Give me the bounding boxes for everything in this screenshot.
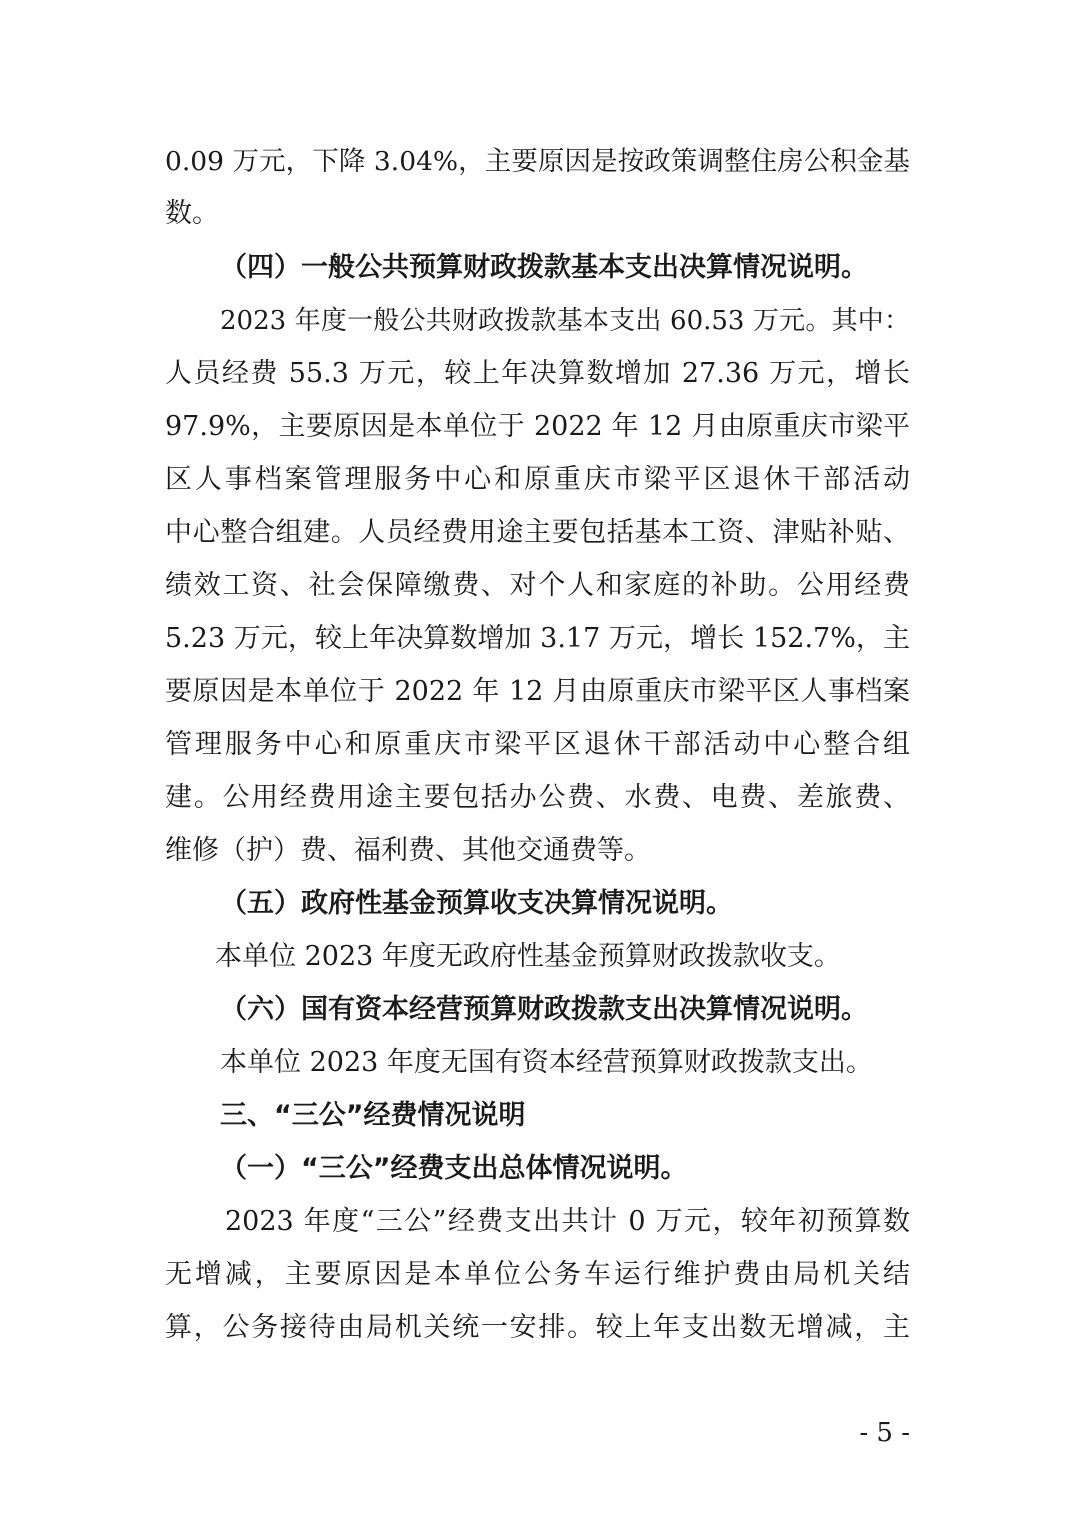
- body-text-line: 算，公务接待由局机关统一安排。较上年支出数无增减，主: [165, 1312, 910, 1343]
- section-heading-1: （一）“三公”经费支出总体情况说明。: [220, 1153, 688, 1184]
- body-text-line: 97.9%，主要原因是本单位于 2022 年 12 月由原重庆市梁平: [165, 411, 910, 442]
- body-text-line: 2023 年度“三公”经费支出共计 0 万元，较年初预算数: [225, 1206, 910, 1237]
- body-text-line: 0.09 万元，下降 3.04%，主要原因是按政策调整住房公积金基: [165, 146, 910, 177]
- body-text-line: 本单位 2023 年度无国有资本经营预算财政拨款支出。: [220, 1047, 873, 1078]
- page-number: - 5 -: [859, 1418, 910, 1448]
- body-text-line: 5.23 万元，较上年决算数增加 3.17 万元，增长 152.7%，主: [165, 623, 910, 654]
- body-text-line: 本单位 2023 年度无政府性基金预算财政拨款收支。: [215, 941, 841, 972]
- body-text-line: 维修（护）费、福利费、其他交通费等。: [165, 835, 651, 866]
- chapter-heading-3: 三、“三公”经费情况说明: [220, 1100, 526, 1131]
- section-heading-5: （五）政府性基金预算收支决算情况说明。: [220, 888, 733, 919]
- body-text-line: 绩效工资、社会保障缴费、对个人和家庭的补助。公用经费: [165, 570, 910, 601]
- body-text-line: 数。: [165, 198, 219, 229]
- body-text-line: 2023 年度一般公共财政拨款基本支出 60.53 万元。其中：: [220, 306, 910, 336]
- body-text-line: 人员经费 55.3 万元，较上年决算数增加 27.36 万元，增长: [165, 358, 910, 389]
- body-text-line: 要原因是本单位于 2022 年 12 月由原重庆市梁平区人事档案: [165, 676, 910, 707]
- section-heading-4: （四）一般公共预算财政拨款基本支出决算情况说明。: [220, 252, 868, 283]
- section-heading-6: （六）国有资本经营预算财政拨款支出决算情况说明。: [220, 994, 868, 1025]
- body-text-line: 无增减，主要原因是本单位公务车运行维护费由局机关结: [165, 1259, 910, 1290]
- body-text-line: 建。公用经费用途主要包括办公费、水费、电费、差旅费、: [165, 782, 910, 813]
- body-text-line: 区人事档案管理服务中心和原重庆市梁平区退休干部活动: [165, 464, 910, 495]
- body-text-line: 中心整合组建。人员经费用途主要包括基本工资、津贴补贴、: [165, 517, 910, 548]
- body-text-line: 管理服务中心和原重庆市梁平区退休干部活动中心整合组: [165, 729, 910, 760]
